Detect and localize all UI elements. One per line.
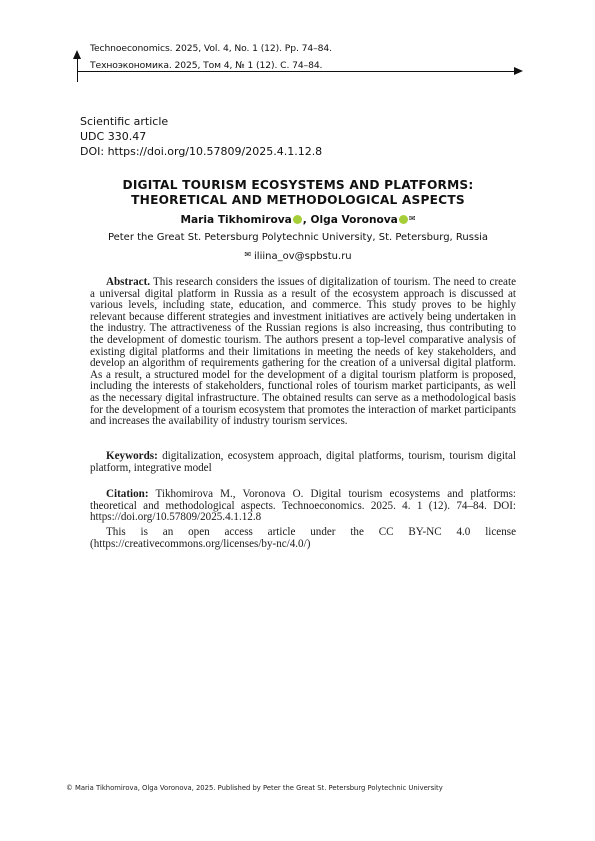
citation-label: Citation: [106, 488, 149, 500]
corresponding-email [80, 250, 516, 262]
keywords-text: digitalization, ecosystem approach, digital platforms, tourism, tourism digital platform, integrative model [90, 450, 516, 474]
citation-text: Tikhomirova M., Voronova O. Digital tourism ecosystems and platforms: theoretical and methodological aspects. Technoeconomics. 2025. 4. 1 (12). 74–84. DOI: https://doi.org/10.57809/2025.4.1.12.8 [90, 488, 516, 524]
header-horizontal-rule [77, 71, 517, 72]
doi-link[interactable]: DOI: https://doi.org/10.57809/2025.4.1.12.8 [80, 145, 323, 158]
author-separator: , [302, 214, 311, 226]
keywords-label: Keywords: [106, 450, 158, 462]
license-note: This is an open access article under the CC BY-NC 4.0 license (https://creativecommons.org/licenses/by-nc/4.0/) [90, 526, 516, 550]
envelope-icon: ✉ [408, 214, 416, 223]
copyright-footer: © Maria Tikhomirova, Olga Voronova, 2025. Published by Peter the Great St. Petersburg Polytechnic University [66, 784, 443, 792]
email-address[interactable]: iliina_ov@spbstu.ru [254, 251, 352, 262]
envelope-icon: ✉ [244, 250, 252, 259]
abstract [90, 277, 516, 428]
keywords [90, 451, 516, 474]
arrow-up-icon [73, 50, 81, 59]
orcid-icon[interactable] [399, 215, 408, 224]
abstract-label: Abstract. [106, 276, 151, 288]
article-title-line-1: DIGITAL TOURISM ECOSYSTEMS AND PLATFORMS: [122, 178, 474, 192]
abstract-text: This research considers the issues of digitalization of tourism. The need to create a universal digital platform in Russia as a result of the ecosystem approach is discussed at various levels, including state, education, and commerce. This study proves to be highly relevant because different strategies and investment initiatives are actively being undertaken in the industry. The attractiveness of the Russian regions is also increasing, thus contributing to the development of domestic tourism. The authors present a top-level comparative analysis of existing digital platforms and their limitations in meeting the needs of key stakeholders, and develop an algorithm of requirements gathering for the creation of a universal digital platform. As a result, a structured model for the development of a digital tourism platform is proposed, including the interests of stakeholders, functional roles of tourism market participants, as well as the necessary digital infrastructure. The obtained results can serve as a methodological basis for the development of a tourism ecosystem that promotes the interaction of market participants and increases the availability of industry tourism services. [90, 276, 516, 428]
arrow-right-icon [514, 67, 523, 75]
header-vertical-rule [77, 58, 78, 82]
author-name: Maria Tikhomirova [180, 214, 292, 226]
citation [90, 489, 516, 524]
udc-code: UDC 330.47 [80, 130, 147, 143]
orcid-icon[interactable] [293, 215, 302, 224]
author-list [80, 214, 516, 226]
author-name: Olga Voronova [310, 214, 398, 226]
article-title-line-2: THEORETICAL AND METHODOLOGICAL ASPECTS [131, 193, 465, 207]
article-type: Scientific article [80, 115, 169, 128]
affiliation: Peter the Great St. Petersburg Polytechnic University, St. Petersburg, Russia [107, 232, 489, 243]
journal-header-ru: Техноэкономика. 2025, Том 4, № 1 (12). С. 74–84. [90, 60, 323, 71]
journal-header-en: Technoeconomics. 2025, Vol. 4, No. 1 (12). Pp. 74–84. [90, 43, 332, 54]
